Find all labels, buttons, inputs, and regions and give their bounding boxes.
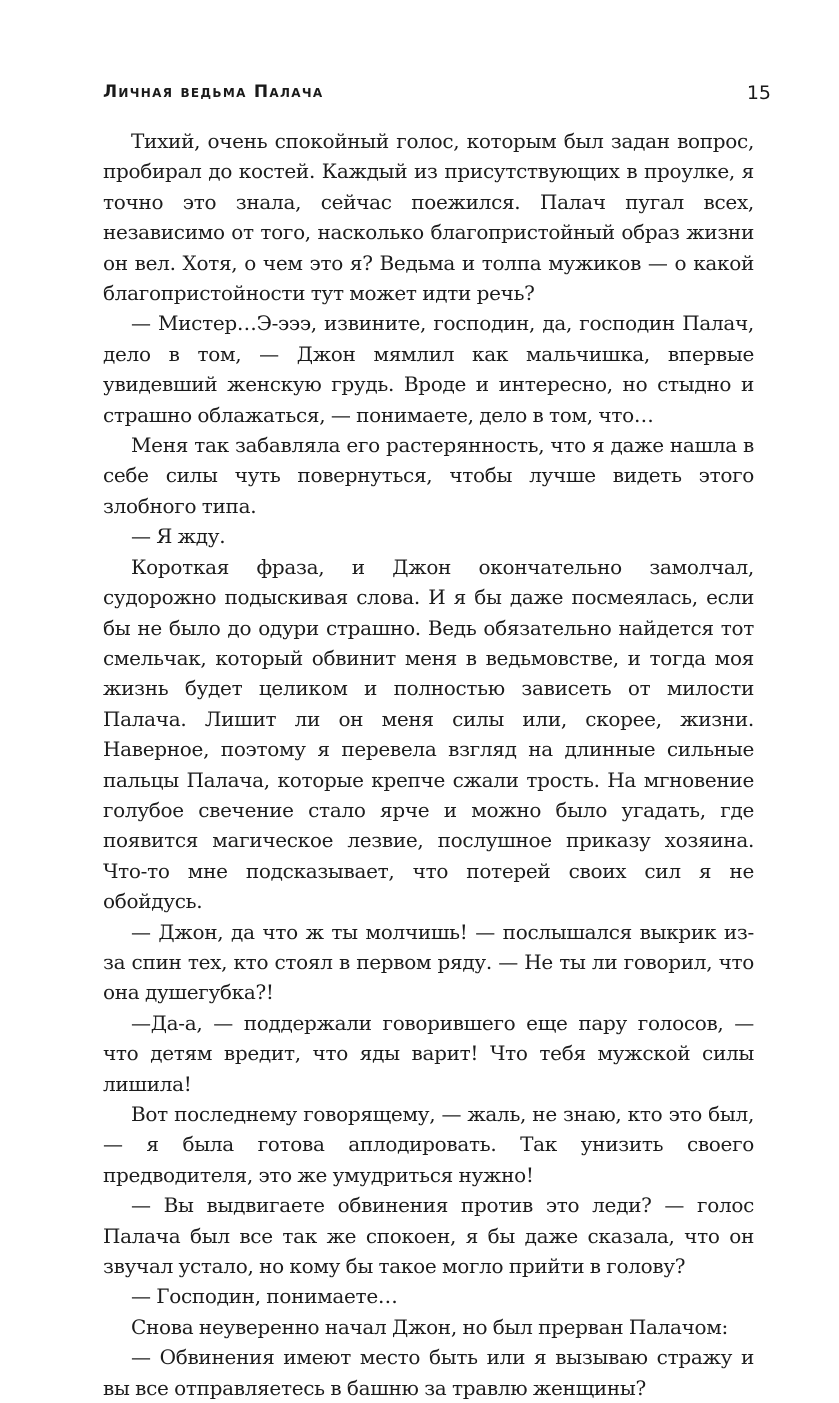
paragraph: — Мистер…Э-эээ, извините, господин, да, господин Палач, дело в том, — Джон мямлил как мальчишка, впервые увидевший женскую грудь. Вроде и интересно, но стыдно и страшно облажаться, — понимаете, дело в том, что… <box>103 311 754 427</box>
paragraph: — Вы выдвигаете обвинения против это леди? — голос Палача был все так же спокоен, я бы даже сказала, что он звучал устало, но кому бы такое могло прийти в голову? <box>103 1193 754 1279</box>
paragraph: Короткая фраза, и Джон окончательно замолчал, судорожно подыскивая слова. И я бы даже посмеялась, если бы не было до одури страшно. Ведь обязательно найдется тот смельчак, который обвинит меня в ведьмовстве, и тогда моя жизнь будет целиком и полностью зависеть от милости Палача. Лишит ли он меня силы или, скорее, жизни. Наверное, поэтому я перевела взгляд на длинные сильные пальцы Палача, которые крепче сжали трость. На мгновение голубое свечение стало ярче и можно было угадать, где появится магическое лезвие, послушное приказу хозяина. Что-то мне подсказывает, что потерей своих сил я не обойдусь. <box>103 554 754 914</box>
paragraph: —Да-а, — поддержали говорившего еще пару голосов, — что детям вредит, что яды варит! Что тебя мужской силы лишила! <box>103 1010 754 1096</box>
running-title: Личная ведьма Палача <box>103 82 324 102</box>
paragraph: — Обвинения имеют место быть или я вызываю стражу и вы все отправляетесь в башню за травлю женщины? <box>103 1345 754 1400</box>
paragraph: — Джон, да что ж ты молчишь! — послышался выкрик из-за спин тех, кто стоял в первом ряду. — Не ты ли говорил, что она душегубка?! <box>103 919 754 1005</box>
paragraph: Вот последнему говорящему, — жаль, не знаю, кто это был, — я была готова аплодировать. Так унизить своего предводителя, это же умудриться нужно! <box>103 1102 754 1187</box>
body-text <box>103 126 754 1403</box>
paragraph: Снова неуверенно начал Джон, но был прерван Палачом: <box>131 1314 728 1339</box>
paragraph: — Господин, понимаете… <box>131 1284 398 1309</box>
paragraph: — Я жду. <box>131 524 226 549</box>
paragraph: Тихий, очень спокойный голос, которым был задан вопрос, пробирал до костей. Каждый из присутствующих в проулке, я точно это знала, сейчас поежился. Палач пугал всех, независимо от того, насколько благопристойный образ жизни он вел. Хотя, о чем это я? Ведьма и толпа мужиков — о какой благопристойности тут может идти речь? <box>103 129 754 306</box>
page-header <box>103 82 771 110</box>
page-number: 15 <box>746 82 771 104</box>
paragraph: Меня так забавляла его растерянность, что я даже нашла в себе силы чуть повернуться, чтобы лучше видеть этого злобного типа. <box>103 433 754 518</box>
